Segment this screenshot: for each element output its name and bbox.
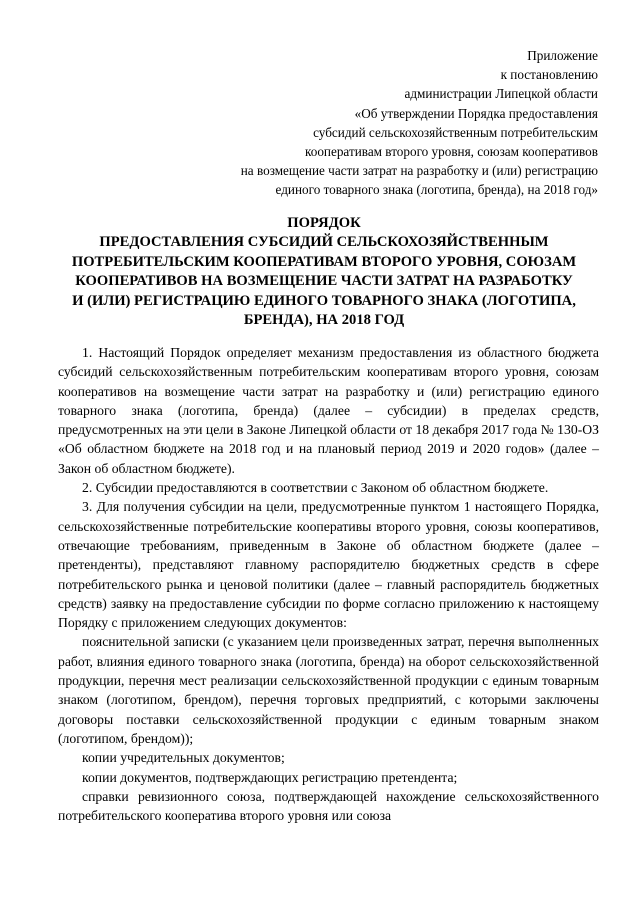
appendix-line: к постановлению (500, 67, 598, 83)
document-item-registration-documents: копии документов, подтверждающих регистрацию претендента; (82, 769, 458, 785)
document-item-founding-documents: копии учредительных документов; (82, 750, 285, 766)
appendix-line: единого товарного знака (логотипа, бренда), на 2018 год» (275, 182, 598, 198)
appendix-line: субсидий сельскохозяйственным потребительским (313, 124, 598, 140)
paragraph-2: 2. Субсидии предоставляются в соответствии с Законом об областном бюджете. (82, 480, 549, 496)
title-line: ПОРЯДОК (287, 215, 361, 231)
appendix-line: «Об утверждении Порядка предоставления (354, 105, 598, 121)
appendix-line: кооперативам второго уровня, союзам кооперативов (305, 144, 598, 160)
title-line: КООПЕРАТИВОВ НА ВОЗМЕЩЕНИЕ ЧАСТИ ЗАТРАТ НА РАЗРАБОТКУ (75, 273, 573, 290)
title-line: БРЕНДА), НА 2018 ГОД (243, 312, 405, 329)
document-item-explanatory-note: пояснительной записки (с указанием цели произведенных затрат, перечня выполненных работ, влияния единого товарного знака (логотипа, бренда) на оборот сельскохозяйственной продукции, перечня мест реализации сельскохозяйственной продукции с единым товарным знаком (логотипом, брендом), перечня торговых предприятий, с которыми заключены договоры поставки сельскохозяйственной продукции с единым товарным знаком (логотипом, брендом)); (58, 634, 599, 746)
appendix-header (178, 46, 598, 200)
appendix-line: Приложение (527, 48, 598, 63)
title-line: ПОТРЕБИТЕЛЬСКИМ КООПЕРАТИВАМ ВТОРОГО УРОВНЯ, СОЮЗАМ (71, 253, 577, 270)
title-line: ПРЕДОСТАВЛЕНИЯ СУБСИДИЙ СЕЛЬСКОХОЗЯЙСТВЕННЫМ (99, 234, 549, 251)
paragraph-3: 3. Для получения субсидии на цели, предусмотренные пунктом 1 настоящего Порядка, сельскохозяйственные потребительские кооперативы второго уровня, союзы кооперативов, отвечающие требованиям, приведенным в Законе об областном бюджете (далее – претенденты), представляют главному распорядителю бюджетных средств в сфере потребительского рынка и ценовой политики (далее – главный распорядитель бюджетных средств) заявку на предоставление субсидии по форме согласно приложению к настоящему Порядку с приложением следующих документов: (58, 499, 599, 631)
document-title (48, 214, 600, 330)
title-line: И (ИЛИ) РЕГИСТРАЦИЮ ЕДИНОГО ТОВАРНОГО ЗНАКА (ЛОГОТИПА, (72, 292, 576, 309)
document-body (58, 343, 599, 825)
paragraph-1: 1. Настоящий Порядок определяет механизм предоставления из областного бюджета субсидий сельскохозяйственным потребительским кооперативам второго уровня, союзам кооперативов на возмещение части затрат на разработку и (или) регистрацию единого товарного знака (логотипа, бренда) (далее – субсидии) в пределах средств, предусмотренных на эти цели в Законе Липецкой области от 18 декабря 2017 года № 130-ОЗ «Об областном бюджете на 2018 год и на плановый период 2019 и 2020 годов» (далее – Закон об областном бюджете). (58, 345, 599, 476)
appendix-line: администрации Липецкой области (404, 86, 598, 102)
appendix-line: на возмещение части затрат на разработку и (или) регистрацию (240, 163, 598, 179)
document-item-audit-certificate: справки ревизионного союза, подтверждающей нахождение сельскохозяйственного потребительского кооператива второго уровня или союза (58, 788, 599, 824)
